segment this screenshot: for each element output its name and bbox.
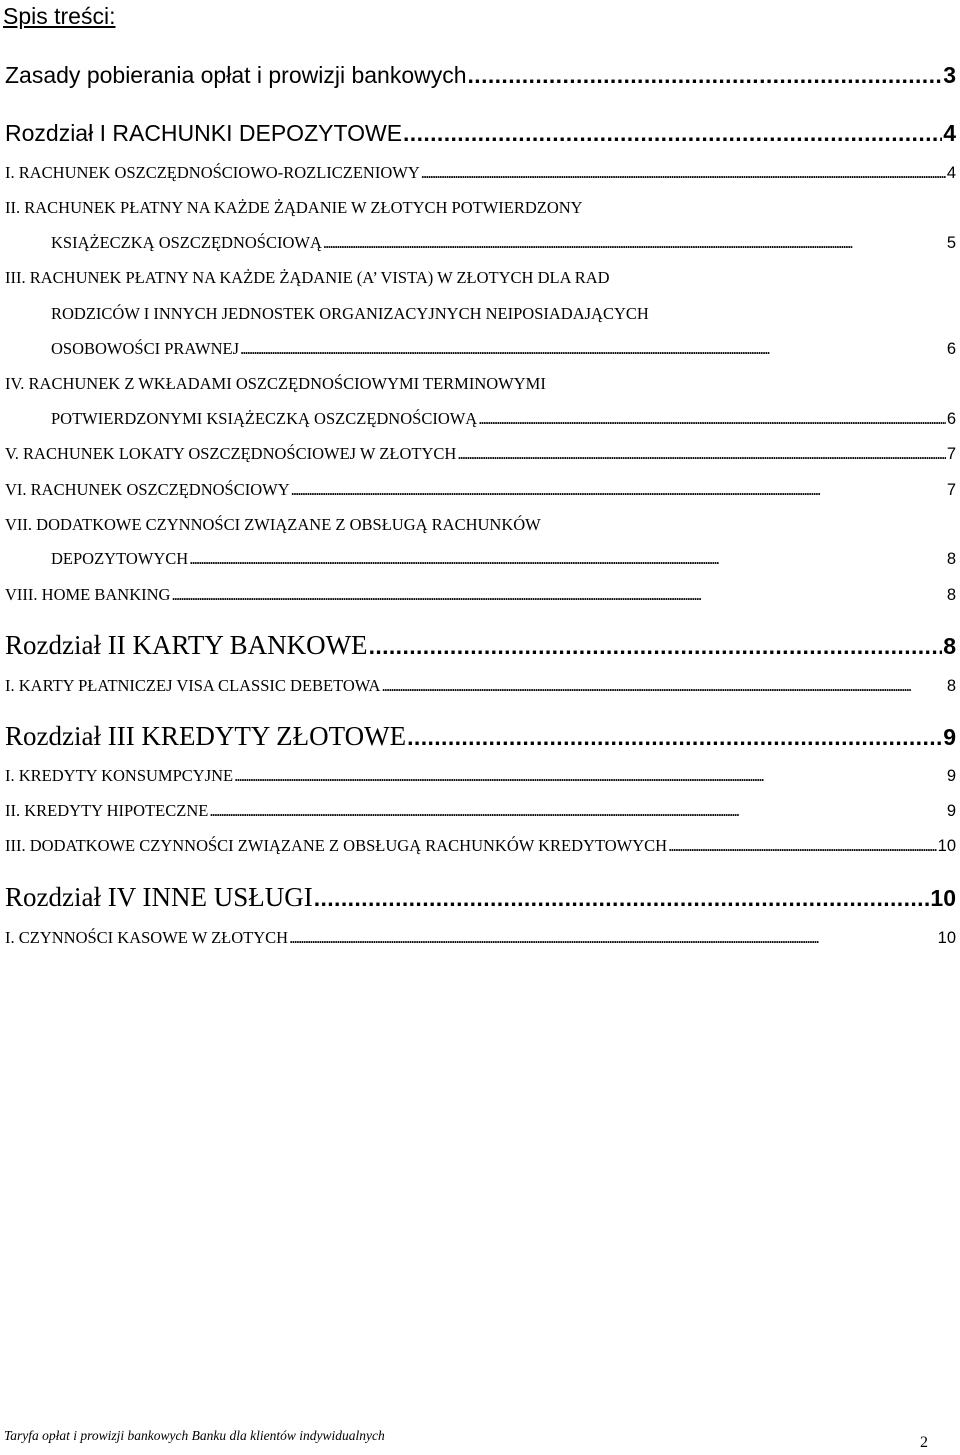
toc-section-1-2[interactable] bbox=[51, 233, 956, 253]
toc-section-1-7-line1[interactable]: VII. DODATKOWE CZYNNOŚCI ZWIĄZANE Z OBSŁUGĄ RACHUNKÓW bbox=[5, 515, 541, 534]
toc-entry-label: Zasady pobierania opłat i prowizji bankowych bbox=[5, 62, 467, 88]
toc-section-1-3-line2[interactable]: RODZICÓW I INNYCH JEDNOSTEK ORGANIZACYJNYCH NEIPOSIADAJĄCYCH bbox=[51, 304, 649, 323]
toc-entry-page: 6 bbox=[946, 410, 956, 428]
dot-leader bbox=[407, 724, 942, 751]
dot-leader bbox=[478, 409, 946, 429]
toc-section-1-3[interactable] bbox=[51, 339, 956, 359]
toc-section-3-3[interactable] bbox=[5, 836, 956, 856]
toc-entry-label: I. CZYNNOŚCI KASOWE W ZŁOTYCH bbox=[5, 928, 289, 947]
toc-section-1-3-line1[interactable]: III. RACHUNEK PŁATNY NA KAŻDE ŻĄDANIE (A’ VISTA) W ZŁOTYCH DLA RAD bbox=[5, 268, 610, 287]
toc-entry-label: POTWIERDZONYMI KSIĄŻECZKĄ OSZCZĘDNOŚCIOWĄ bbox=[51, 409, 478, 428]
dot-leader bbox=[291, 480, 946, 500]
toc-entry-label: Rozdział IV INNE USŁUGI bbox=[5, 882, 313, 912]
toc-entry-fees-rules[interactable] bbox=[5, 62, 956, 89]
dot-leader bbox=[189, 549, 946, 569]
toc-entry-label: II. KREDYTY HIPOTECZNE bbox=[5, 801, 209, 820]
toc-section-1-1[interactable] bbox=[5, 163, 956, 183]
toc-entry-page: 7 bbox=[946, 445, 956, 463]
toc-entry-label: Rozdział II KARTY BANKOWE bbox=[5, 630, 368, 660]
toc-entry-page: 9 bbox=[943, 724, 956, 750]
toc-entry-page: 4 bbox=[946, 164, 956, 182]
toc-entry-page: 10 bbox=[937, 837, 956, 855]
dot-leader bbox=[381, 676, 945, 696]
toc-entry-label: V. RACHUNEK LOKATY OSZCZĘDNOŚCIOWEJ W ZŁOTYCH bbox=[5, 444, 457, 463]
dot-leader bbox=[171, 585, 945, 605]
toc-entry-label: Rozdział I RACHUNKI DEPOZYTOWE bbox=[5, 120, 403, 146]
dot-leader bbox=[403, 120, 942, 147]
toc-entry-page: 8 bbox=[946, 677, 956, 695]
toc-section-1-6[interactable] bbox=[5, 480, 956, 500]
toc-entry-page: 10 bbox=[937, 929, 956, 947]
toc-entry-page: 4 bbox=[943, 120, 956, 146]
toc-entry-label: I. KARTY PŁATNICZEJ VISA CLASSIC DEBETOWA bbox=[5, 676, 381, 695]
toc-entry-page: 9 bbox=[946, 802, 956, 820]
toc-entry-page: 8 bbox=[943, 633, 956, 659]
toc-entry-page: 10 bbox=[930, 885, 956, 911]
toc-section-1-8[interactable] bbox=[5, 585, 956, 605]
toc-section-1-4-line1[interactable]: IV. RACHUNEK Z WKŁADAMI OSZCZĘDNOŚCIOWYMI TERMINOWYMI bbox=[5, 374, 546, 393]
toc-section-1-2-line1[interactable]: II. RACHUNEK PŁATNY NA KAŻDE ŻĄDANIE W ZŁOTYCH POTWIERDZONY bbox=[5, 198, 583, 217]
dot-leader bbox=[323, 233, 946, 253]
toc-entry-label: VIII. HOME BANKING bbox=[5, 585, 171, 604]
toc-chapter-3[interactable] bbox=[5, 721, 956, 752]
toc-entry-label: VI. RACHUNEK OSZCZĘDNOŚCIOWY bbox=[5, 480, 290, 499]
page-footer-text: Taryfa opłat i prowizji bankowych Banku dla klientów indywidualnych bbox=[4, 1428, 385, 1443]
toc-section-3-2[interactable] bbox=[5, 801, 956, 821]
toc-section-1-7[interactable] bbox=[51, 549, 956, 569]
toc-entry-label: I. RACHUNEK OSZCZĘDNOŚCIOWO-ROZLICZENIOWY bbox=[5, 163, 420, 182]
toc-entry-page: 8 bbox=[946, 586, 956, 604]
toc-chapter-1[interactable] bbox=[5, 120, 956, 147]
dot-leader bbox=[240, 339, 946, 359]
toc-entry-page: 5 bbox=[946, 234, 956, 252]
toc-section-3-1[interactable] bbox=[5, 766, 956, 786]
toc-entry-page: 3 bbox=[943, 62, 956, 88]
toc-entry-page: 8 bbox=[946, 550, 956, 568]
toc-entry-page: 6 bbox=[946, 340, 956, 358]
dot-leader bbox=[457, 444, 946, 464]
dot-leader bbox=[289, 928, 937, 948]
toc-entry-label: DEPOZYTOWYCH bbox=[51, 549, 189, 568]
dot-leader bbox=[668, 836, 937, 856]
toc-section-4-1[interactable] bbox=[5, 928, 956, 948]
toc-entry-label: KSIĄŻECZKĄ OSZCZĘDNOŚCIOWĄ bbox=[51, 233, 322, 252]
page-number: 2 bbox=[920, 1434, 928, 1451]
dot-leader bbox=[369, 633, 943, 660]
toc-section-1-4[interactable] bbox=[51, 409, 956, 429]
toc-chapter-2[interactable] bbox=[5, 630, 956, 661]
dot-leader bbox=[234, 766, 946, 786]
toc-title: Spis treści: bbox=[3, 3, 116, 29]
toc-section-1-5[interactable] bbox=[5, 444, 956, 464]
toc-entry-label: OSOBOWOŚCI PRAWNEJ bbox=[51, 339, 239, 358]
dot-leader bbox=[209, 801, 945, 821]
toc-entry-label: Rozdział III KREDYTY ZŁOTOWE bbox=[5, 721, 407, 751]
toc-entry-label: I. KREDYTY KONSUMPCYJNE bbox=[5, 766, 234, 785]
dot-leader bbox=[468, 62, 943, 89]
toc-entry-page: 9 bbox=[946, 767, 956, 785]
toc-section-2-1[interactable] bbox=[5, 676, 956, 696]
toc-entry-label: III. DODATKOWE CZYNNOŚCI ZWIĄZANE Z OBSŁUGĄ RACHUNKÓW KREDYTOWYCH bbox=[5, 836, 668, 855]
dot-leader bbox=[421, 163, 946, 183]
dot-leader bbox=[314, 885, 930, 912]
toc-chapter-4[interactable] bbox=[5, 882, 956, 913]
toc-entry-page: 7 bbox=[946, 481, 956, 499]
